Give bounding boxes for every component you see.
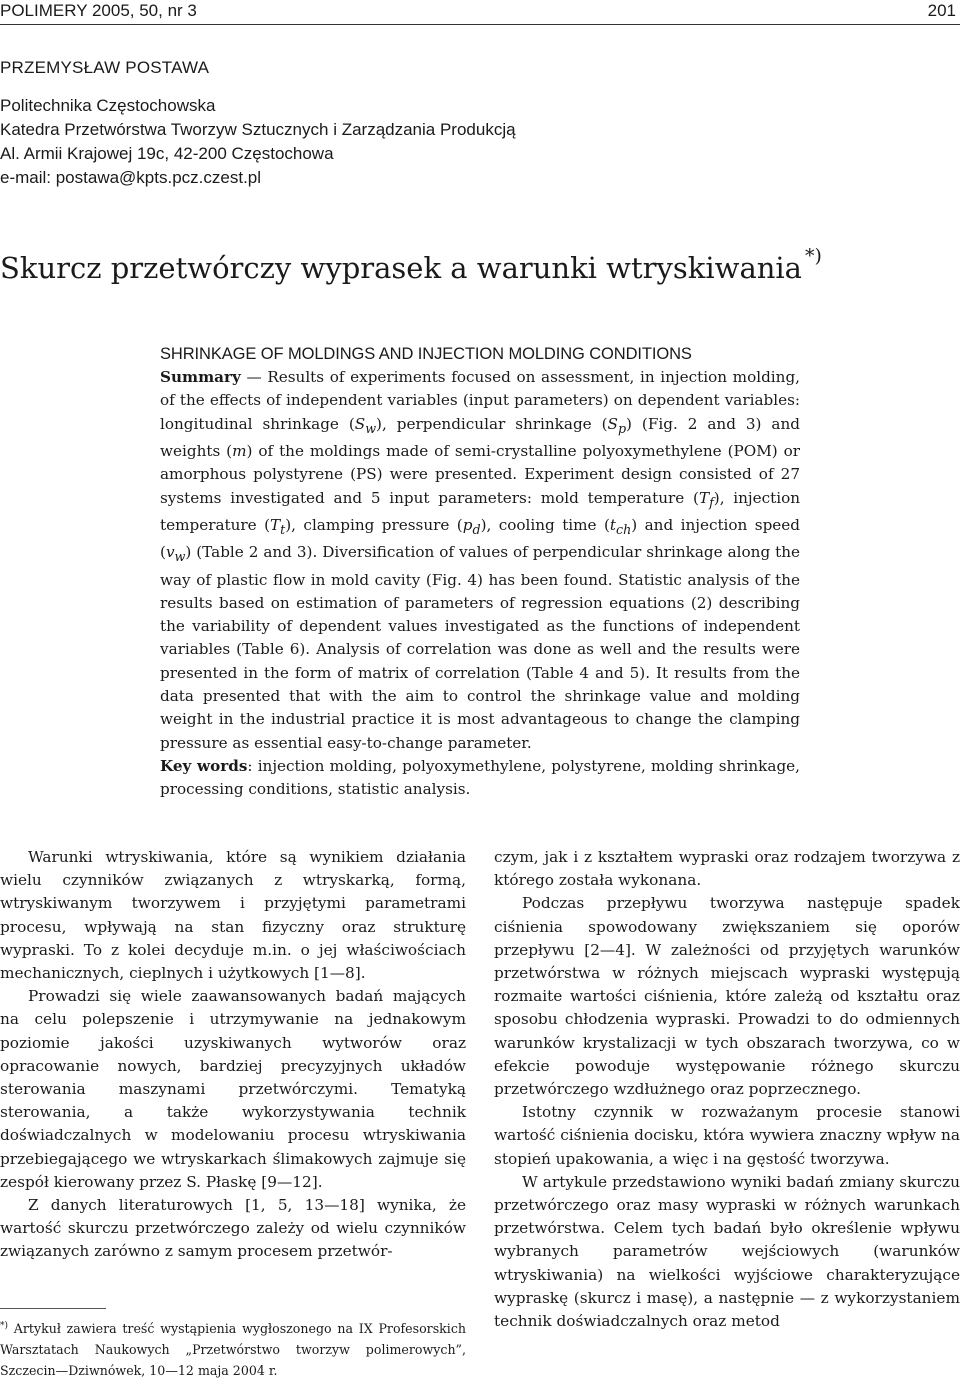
address-line: Al. Armii Krajowej 19c, 42-200 Częstochowa bbox=[0, 144, 334, 163]
footnote-rule bbox=[0, 1308, 106, 1309]
body-column-right bbox=[494, 846, 960, 1333]
journal-header: POLIMERY 2005, 50, nr 3 bbox=[0, 1, 197, 20]
article-title bbox=[0, 238, 822, 286]
article-title-text: Skurcz przetwórczy wyprasek a warunki wtryskiwania bbox=[0, 251, 802, 285]
body-paragraph: Podczas przepływu tworzywa następuje spadek ciśnienia spowodowany zwiększaniem się oporów przepływu [2—4]. W zależności od przyjętych warunków przetwórstwa w różnych miejscach wypraski występują rozmaite wartości ciśnienia, które zależą od kształtu oraz sposobu chłodzenia wypraski. Prowadzi to do odmiennych warunków krystalizacji w tych obszarach tworzywa, co w efekcie powoduje występowanie różnego skurczu przetwórczego wzdłużnego oraz poprzecznego. bbox=[494, 894, 960, 1099]
english-abstract bbox=[160, 342, 800, 801]
body-paragraph: czym, jak i z kształtem wypraski oraz rodzajem tworzywa z którego została wykonana. bbox=[494, 848, 960, 890]
summary-label: Summary bbox=[160, 368, 241, 386]
footnote-mark: *) bbox=[0, 1321, 9, 1331]
author-block bbox=[0, 56, 516, 190]
footnote bbox=[0, 1316, 466, 1381]
header-rule bbox=[0, 24, 960, 25]
affiliation-line: Politechnika Częstochowska bbox=[0, 96, 216, 115]
body-paragraph: Istotny czynnik w rozważanym procesie stanowi wartość ciśnienia docisku, która wywiera znaczny wpływ na stopień upakowania, a więc i na gęstość tworzywa. bbox=[494, 1103, 960, 1168]
english-keywords: Key words: injection molding, polyoxymethylene, polystyrene, molding shrinkage, processing conditions, statistic analysis. bbox=[160, 756, 800, 799]
keywords-label: Key words bbox=[160, 756, 248, 775]
english-title: SHRINKAGE OF MOLDINGS AND INJECTION MOLDING CONDITIONS bbox=[160, 345, 692, 363]
affiliation-line: Katedra Przetwórstwa Tworzyw Sztucznych i Zarządzania Produkcją bbox=[0, 120, 516, 139]
page-number: 201 bbox=[927, 1, 956, 20]
body-paragraph: Warunki wtryskiwania, które są wynikiem działania wielu czynników związanych z wtryskarką, formą, wtryskiwanym tworzywem i przyjętymi parametrami procesu, wpływają na stan fizyczny oraz strukturę wypraski. To z kolei decyduje m.in. o jej właściwościach mechanicznych, cieplnych i użytkowych [1—8]. bbox=[0, 848, 466, 983]
body-column-left bbox=[0, 846, 466, 1264]
email-line: e-mail: postawa@kpts.pcz.czest.pl bbox=[0, 168, 262, 187]
title-footnote-mark: *) bbox=[804, 245, 822, 267]
author-name: PRZEMYSŁAW POSTAWA bbox=[0, 58, 210, 77]
english-summary: Summary — Results of experiments focused on assessment, in injection molding, of the effects of independent variables (input parameters) on dependent variables: longitudinal shrinkage $(S_w)$, perpendicular shrinkage $(S_p)$ (Fig. 2 and 3) and weights (m) of the moldings made of semi-crystalline polyoxymethylene (POM) or amorphous polystyrene (PS) were presented. Experiment design consisted of 27 systems investigated and 5 input parameters: mold temperature $(T_f)$, injection temperature $(T_t)$, clamping pressure $(p_d)$, cooling time $(t_{ch})$ and injection speed $(v_w)$ (Table 2 and 3). Diversification of values of perpendicular shrinkage along the way of plastic flow in mold cavity (Fig. 4) has been found. Statistic analysis of the results based on estimation of parameters of regression equations (2) describing the variability of dependent values investigated as the functions of independent variables (Table 6). Analysis of correlation was done as well and the results were presented in the form of matrix of correlation (Table 4 and 5). It results from the data presented that with the aim to control the shrinkage value and molding weight in the industrial practice it is most advantageous to change the clamping pressure as essential easy-to-change parameter. bbox=[160, 368, 800, 752]
body-paragraph: W artykule przedstawiono wyniki badań zmiany skurczu przetwórczego oraz masy wypraski w różnych warunkach przetwórstwa. Celem tych badań było określenie wpływu wybranych parametrów wejściowych (warunków wtryskiwania) na wielkości wyjściowe charakteryzujące wypraskę (skurcz i masę), a następnie — z wykorzystaniem technik doświadczalnych oraz metod bbox=[494, 1172, 960, 1331]
footnote-text: Artykuł zawiera treść wystąpienia wygłoszonego na IX Profesorskich Warsztatach Naukowych „Przetwórstwo tworzyw polimerowych”, Szczecin—Dziwnówek, 10—12 maja 2004 r. bbox=[0, 1321, 466, 1379]
body-paragraph: Z danych literaturowych [1, 5, 13—18] wynika, że wartość skurczu przetwórczego zależy od wielu czynników związanych zarówno z samym procesem przetwór- bbox=[0, 1196, 466, 1261]
body-paragraph: Prowadzi się wiele zaawansowanych badań mających na celu polepszenie i utrzymywanie na jednakowym poziomie jakości uzyskiwanych wytworów oraz opracowanie nowych, bardziej precyzyjnych układów sterowania maszynami przetwórczymi. Tematyką sterowania, a także wykorzystywania technik doświadczalnych w modelowaniu procesu wtryskiwania przebiegającego we wtryskarkach ślimakowych zajmuje się zespół kierowany przez S. Płaskę [9—12]. bbox=[0, 987, 466, 1191]
